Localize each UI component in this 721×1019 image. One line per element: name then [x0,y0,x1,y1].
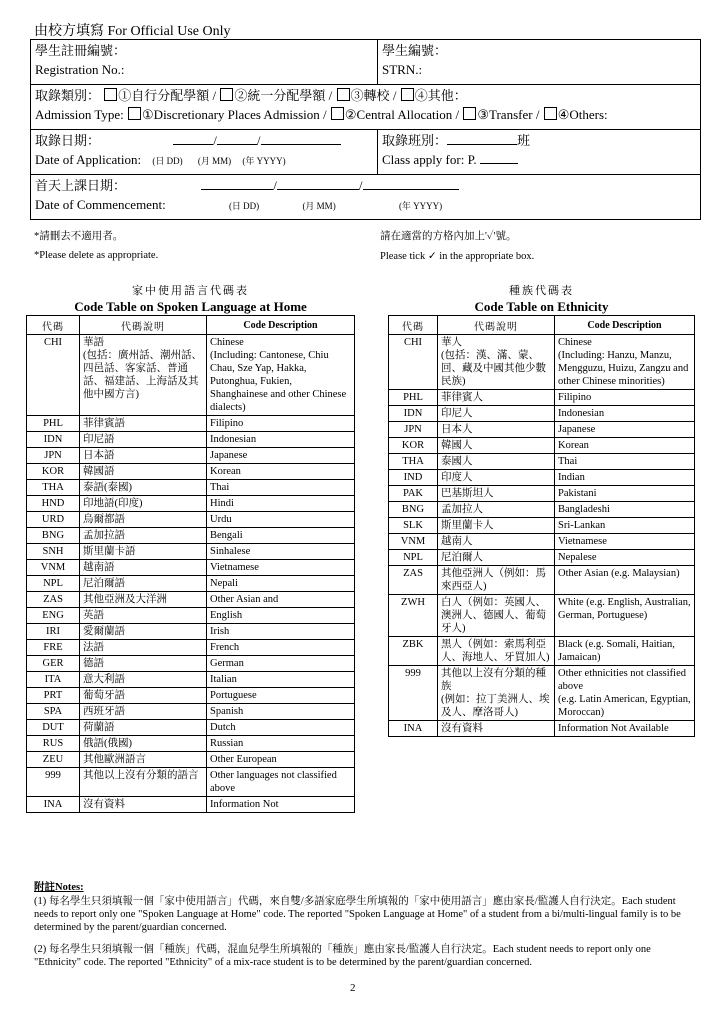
table-row [389,406,695,422]
table-row [27,464,355,480]
desc-zh-cell: 尼泊爾語 [80,576,207,592]
code-cell: BNG [389,502,438,518]
date-of-application-label-en: Date of Application: [35,152,142,167]
date-app-month-blank[interactable] [217,132,257,145]
checkbox-central-zh[interactable] [220,88,233,101]
language-table-title-en: Code Table on Spoken Language at Home [74,299,307,314]
class-apply-cell[interactable] [378,130,701,175]
desc-zh-cell: 菲律賓語 [80,416,207,432]
table-row [27,496,355,512]
desc-en-cell: Japanese [555,422,695,438]
desc-zh-cell: 日本人 [438,422,555,438]
desc-en-cell: Chinese (Including: Cantonese, Chiu Chau, Sze Yap, Hakka, Putonghua, Fukien, Shanghainese and other Chinese dialects) [207,335,355,416]
strn-label-zh: 學生編號： [382,43,448,58]
mm-hint: (月 MM) [302,201,336,211]
ethnicity-code-table [388,315,695,737]
code-cell: RUS [27,736,80,752]
checkbox-transfer-zh[interactable] [337,88,350,101]
desc-zh-cell: 印尼人 [438,406,555,422]
admission-type-cell [31,85,701,130]
admission-type-label-en: Admission Type: [35,107,124,122]
header-desc-en: Code Description [207,316,355,335]
ethnicity-table-title-en: Code Table on Ethnicity [474,299,609,314]
desc-en-cell: Indonesian [207,432,355,448]
desc-en-cell: Sri-Lankan [555,518,695,534]
desc-zh-cell: 菲律賓人 [438,390,555,406]
header-desc-zh: 代碼說明 [80,316,207,335]
note-2: (2) 每名學生只須填報一個「種族」代碼，混血兒學生所填報的「種族」應由家長/監護人自行決定。Each student needs to report only one "Ethnicity" code. The reported "Ethnicity" of a mix-race student is to be determined by the parent/guardian concerned. [34,944,651,968]
date-app-year-blank[interactable] [261,132,341,145]
code-cell: SPA [27,704,80,720]
desc-en-cell: Sinhalese [207,544,355,560]
code-cell: INA [389,721,438,737]
yyyy-hint: (年 YYYY) [398,201,443,211]
desc-en-cell: Filipino [207,416,355,432]
language-table-title-zh: 家中使用語言代碼表 [132,285,249,297]
desc-en-cell: Thai [555,454,695,470]
table-row [389,454,695,470]
desc-zh-cell: 越南語 [80,560,207,576]
option-discretionary-zh: ①自行分配學額 [118,88,210,103]
strn-cell[interactable] [378,40,701,85]
table-row [27,720,355,736]
code-cell: THA [389,454,438,470]
table-row [27,608,355,624]
desc-zh-cell: 俄語(俄國) [80,736,207,752]
class-apply-en [382,150,696,169]
date-of-application-zh: 取錄日期： / / [35,131,373,150]
code-cell: JPN [389,422,438,438]
page-number: 2 [350,982,356,994]
table-row [27,512,355,528]
table-row [389,390,695,406]
ethnicity-table-title-zh: 種族代碼表 [509,285,574,297]
date-com-month-blank[interactable] [277,177,359,190]
code-cell: 999 [389,666,438,721]
code-cell: ZWH [389,595,438,637]
code-cell: PHL [389,390,438,406]
checkbox-transfer-en[interactable] [463,107,476,120]
table-row [389,595,695,637]
option-central-en: ②Central Allocation / [344,107,460,122]
desc-en-cell: Information Not Available [555,721,695,737]
code-cell: IDN [389,406,438,422]
desc-en-cell: Japanese [207,448,355,464]
desc-en-cell: Indonesian [555,406,695,422]
code-cell: 999 [27,768,80,797]
code-cell: DUT [27,720,80,736]
code-cell: IRI [27,624,80,640]
code-cell: VNM [389,534,438,550]
table-row [389,666,695,721]
table-row [389,534,695,550]
table-row [27,480,355,496]
desc-zh-cell: 越南人 [438,534,555,550]
option-transfer-zh: ③轉校 [350,88,390,103]
official-use-form [30,39,701,220]
table-row [389,550,695,566]
code-cell: PRT [27,688,80,704]
code-cell: VNM [27,560,80,576]
yyyy-hint: (年 YYYY) [242,156,286,166]
desc-zh-cell: 沒有資料 [80,797,207,813]
desc-en-cell: Nepali [207,576,355,592]
desc-zh-cell: 日本語 [80,448,207,464]
table-row [27,624,355,640]
date-com-day-blank[interactable] [201,177,273,190]
notes-section [34,881,694,978]
dd-hint: (日 DD) [228,201,260,211]
desc-en-cell: Dutch [207,720,355,736]
header-desc-en: Code Description [555,316,695,335]
code-cell: CHI [27,335,80,416]
desc-en-cell: Irish [207,624,355,640]
code-cell: URD [27,512,80,528]
code-cell: ZEU [27,752,80,768]
table-row [389,422,695,438]
option-central-zh: ②統一分配學額 [234,88,326,103]
strn-label-en: STRN.: [382,62,423,77]
option-others-zh: ④其他： [414,88,467,103]
table-row [389,502,695,518]
desc-zh-cell: 葡萄牙語 [80,688,207,704]
table-row [27,560,355,576]
desc-en-cell: Other European [207,752,355,768]
desc-zh-cell: 其他亞洲及大洋洲 [80,592,207,608]
option-transfer-en: ③Transfer / [477,107,540,122]
desc-en-cell: Spanish [207,704,355,720]
desc-en-cell: Italian [207,672,355,688]
desc-en-cell: French [207,640,355,656]
class-suffix-zh: 班 [517,133,531,148]
desc-en-cell: Chinese (Including: Hanzu, Manzu, Mengguzu, Huizu, Zangzu and other Chinese minorities) [555,335,695,390]
table-row [27,576,355,592]
table-row [27,416,355,432]
code-cell: ZAS [389,566,438,595]
code-cell: PAK [389,486,438,502]
admission-type-en [35,105,696,124]
desc-en-cell: Thai [207,480,355,496]
ethnicity-table-block [388,283,695,737]
option-discretionary-en: ①Discretionary Places Admission / [142,107,327,122]
table-row [27,335,355,416]
code-cell: INA [27,797,80,813]
table-row [27,688,355,704]
code-cell: GER [27,656,80,672]
table-row [27,448,355,464]
desc-en-cell: Other Asian (e.g. Malaysian) [555,566,695,595]
desc-en-cell: Pakistani [555,486,695,502]
date-of-commencement-zh: 首天上課日期： / / [35,176,696,195]
notes-heading: 附註Notes: [34,882,84,893]
table-row [389,637,695,666]
date-of-application-en [35,150,373,171]
desc-zh-cell: 英語 [80,608,207,624]
date-app-day-blank[interactable] [173,132,213,145]
table-row [27,704,355,720]
code-cell: IND [389,470,438,486]
desc-en-cell: Filipino [555,390,695,406]
desc-zh-cell: 法語 [80,640,207,656]
desc-zh-cell: 其他以上沒有分類的語言 [80,768,207,797]
class-en-blank[interactable] [480,151,518,164]
desc-zh-cell: 意大利語 [80,672,207,688]
table-row [27,768,355,797]
desc-en-cell: Vietnamese [207,560,355,576]
desc-en-cell: Portuguese [207,688,355,704]
checkbox-discretionary-zh[interactable] [104,88,117,101]
desc-en-cell: Indian [555,470,695,486]
table-row [27,672,355,688]
desc-en-cell: Vietnamese [555,534,695,550]
code-cell: SNH [27,544,80,560]
table-row [389,486,695,502]
date-of-application-cell[interactable] [31,130,378,175]
desc-zh-cell: 斯里蘭卡人 [438,518,555,534]
delete-instruction-zh: *請刪去不適用者。 [34,231,124,242]
desc-en-cell: White (e.g. English, Australian, German, Portuguese) [555,595,695,637]
desc-en-cell: Information Not [207,797,355,813]
desc-zh-cell: 沒有資料 [438,721,555,737]
header-desc-zh: 代碼說明 [438,316,555,335]
desc-zh-cell: 德語 [80,656,207,672]
class-apply-label-en: Class apply for: P. [382,152,477,167]
class-zh-blank[interactable] [447,132,517,145]
desc-en-cell: Bangladeshi [555,502,695,518]
desc-en-cell: English [207,608,355,624]
desc-zh-cell: 孟加拉人 [438,502,555,518]
ethnicity-table-title [388,283,695,315]
table-row [27,528,355,544]
code-cell: ZAS [27,592,80,608]
table-row [389,518,695,534]
desc-zh-cell: 愛爾蘭語 [80,624,207,640]
checkbox-discretionary-en[interactable] [128,107,141,120]
official-use-label: 由校方填寫 For Official Use Only [34,24,231,39]
desc-zh-cell: 華語 (包括：廣州話、潮州話、四邑話、客家話、普通話、福建話、上海話及其他中國方言) [80,335,207,416]
header-code: 代碼 [27,316,80,335]
desc-zh-cell: 其他以上沒有分類的種族 (例如：拉丁美洲人、埃及人、摩洛哥人) [438,666,555,721]
code-cell: JPN [27,448,80,464]
table-row [389,566,695,595]
desc-zh-cell: 華人 (包括：漢、滿、蒙、回、藏及中國其他少數民族) [438,335,555,390]
date-of-commencement-label-en: Date of Commencement: [35,197,166,212]
code-cell: CHI [389,335,438,390]
desc-zh-cell: 印尼語 [80,432,207,448]
header-code: 代碼 [389,316,438,335]
date-com-year-blank[interactable] [363,177,459,190]
table-row [27,640,355,656]
desc-zh-cell: 其他歐洲語言 [80,752,207,768]
desc-zh-cell: 斯里蘭卡語 [80,544,207,560]
desc-en-cell: Other languages not classified above [207,768,355,797]
desc-en-cell: Bengali [207,528,355,544]
table-row [27,797,355,813]
mm-hint: (月 MM) [197,156,232,166]
checkbox-others-zh[interactable] [401,88,414,101]
code-cell: NPL [27,576,80,592]
desc-en-cell: Other ethnicities not classified above (e.g. Latin American, Egyptian, Moroccan) [555,666,695,721]
code-cell: HND [27,496,80,512]
desc-en-cell: Black (e.g. Somali, Haitian, Jamaican) [555,637,695,666]
desc-zh-cell: 泰國人 [438,454,555,470]
desc-zh-cell: 尼泊爾人 [438,550,555,566]
admission-type-zh: 取錄類別： ①自行分配學額 / ②統一分配學額 / ③轉校 / ④其他： [35,88,467,103]
desc-zh-cell: 烏爾都語 [80,512,207,528]
registration-no-label-en: Registration No.: [35,62,125,77]
table-row [389,335,695,390]
table-row [27,544,355,560]
code-cell: BNG [27,528,80,544]
desc-zh-cell: 西班牙語 [80,704,207,720]
language-table-title [26,283,355,315]
option-others-en: ④Others: [557,107,608,122]
table-row [27,656,355,672]
code-cell: IDN [27,432,80,448]
code-cell: KOR [389,438,438,454]
table-row [389,470,695,486]
language-code-table [26,315,355,813]
date-of-commencement-en [35,195,696,216]
desc-en-cell: German [207,656,355,672]
class-apply-label-zh: 取錄班別： [382,133,448,148]
language-table-block [26,283,355,813]
desc-en-cell: Hindi [207,496,355,512]
code-cell: PHL [27,416,80,432]
table-row [27,432,355,448]
note-1: (1) 每名學生只須填報一個「家中使用語言」代碼，來自雙/多語家庭學生所填報的「家中使用語言」應由家長/監護人自行決定。Each student needs to report only one "Spoken Language at Home" code. The reported "Spoken Language at Home" of a student from a bi/multi-lingual family is to be determined by the parent/guardian concerned. [34,896,681,933]
checkbox-others-en[interactable] [544,107,557,120]
desc-zh-cell: 韓國語 [80,464,207,480]
table-row [27,736,355,752]
desc-zh-cell: 印地語(印度) [80,496,207,512]
desc-zh-cell: 黑人（例如：索馬利亞人、海地人、牙買加人) [438,637,555,666]
date-of-commencement-label-zh: 首天上課日期： [35,178,127,193]
code-cell: KOR [27,464,80,480]
desc-en-cell: Urdu [207,512,355,528]
registration-no-cell[interactable] [31,40,378,85]
registration-no-label-zh: 學生註冊編號： [35,43,127,58]
desc-en-cell: Russian [207,736,355,752]
date-of-application-label-zh: 取錄日期： [35,133,101,148]
desc-zh-cell: 孟加拉語 [80,528,207,544]
desc-en-cell: Korean [555,438,695,454]
code-cell: ENG [27,608,80,624]
table-row [27,592,355,608]
admission-type-label-zh: 取錄類別： [35,88,101,103]
tick-instruction-en: Please tick ✓ in the appropriate box. [380,251,535,262]
date-of-commencement-cell[interactable] [31,175,701,220]
class-apply-zh [382,131,696,150]
code-cell: ITA [27,672,80,688]
code-cell: SLK [389,518,438,534]
desc-zh-cell: 荷蘭語 [80,720,207,736]
code-cell: NPL [389,550,438,566]
delete-instruction-en: *Please delete as appropriate. [34,250,159,261]
desc-en-cell: Other Asian and [207,592,355,608]
desc-zh-cell: 韓國人 [438,438,555,454]
table-row [27,752,355,768]
tick-instruction-zh: 請在適當的方格內加上'✓'號。 [380,231,517,242]
desc-zh-cell: 白人（例如：英國人、澳洲人、德國人、葡萄牙人) [438,595,555,637]
desc-zh-cell: 泰語(泰國) [80,480,207,496]
desc-zh-cell: 印度人 [438,470,555,486]
code-cell: THA [27,480,80,496]
table-row [389,438,695,454]
desc-en-cell: Korean [207,464,355,480]
code-cell: ZBK [389,637,438,666]
dd-hint: (日 DD) [152,156,183,166]
desc-zh-cell: 其他亞洲人（例如：馬來西亞人) [438,566,555,595]
desc-zh-cell: 巴基斯坦人 [438,486,555,502]
desc-en-cell: Nepalese [555,550,695,566]
table-row [389,721,695,737]
checkbox-central-en[interactable] [331,107,344,120]
code-cell: FRE [27,640,80,656]
